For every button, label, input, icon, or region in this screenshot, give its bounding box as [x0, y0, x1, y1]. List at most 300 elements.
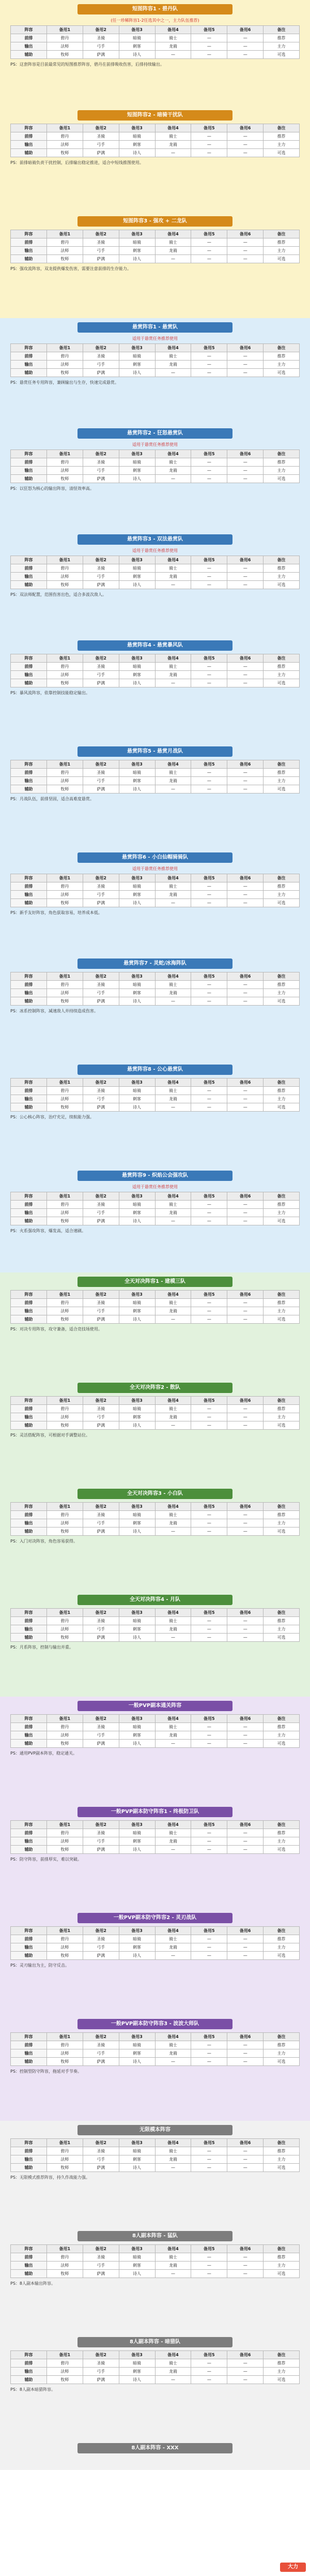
- table-cell: 碧丹: [47, 1299, 83, 1307]
- table-cell: 龙骑: [155, 777, 191, 785]
- section-note-text: PS：对决专用阵容，攻守兼备，适合竞技场使用。: [10, 1327, 102, 1331]
- table-header-cell: 备用1: [47, 2139, 83, 2147]
- table-cell: 暗骑: [119, 1087, 155, 1095]
- table-cell: —: [155, 679, 191, 687]
- table-header-cell: 备用4: [155, 972, 191, 981]
- table-cell: 可选: [264, 2058, 300, 2066]
- table-row: [11, 1299, 300, 1307]
- table-row: [11, 1421, 300, 1430]
- table-header-cell: 备用6: [227, 124, 264, 132]
- table-cell: 前排: [11, 564, 47, 573]
- table-cell: 骑士: [155, 2041, 191, 2049]
- table-row: [11, 1740, 300, 1748]
- table-row: [11, 1935, 300, 1943]
- table-header-cell: 备用6: [227, 1079, 264, 1087]
- table-cell: 推荐: [264, 1829, 300, 1837]
- table-cell: 牧师: [47, 785, 83, 793]
- table-row: [11, 1527, 300, 1536]
- section-note: 适用于悬赏任务推荐使用: [132, 442, 178, 447]
- table-cell: 法师: [47, 42, 83, 51]
- section-title: 一般PVP副本防守阵容2 - 灵刃战队: [78, 1913, 233, 1923]
- table-cell: 主力: [264, 777, 300, 785]
- table-cell: 圣骑: [83, 663, 119, 671]
- table-header-cell: 阵容: [11, 450, 47, 458]
- table-cell: 输出: [11, 1943, 47, 1952]
- table-cell: 可选: [264, 1421, 300, 1430]
- table-cell: 前排: [11, 981, 47, 989]
- table-cell: 诗人: [119, 1527, 155, 1536]
- team-table: [10, 450, 300, 483]
- table-cell: —: [155, 581, 191, 589]
- table-cell: —: [191, 2058, 227, 2066]
- table-row: [11, 2262, 300, 2270]
- table-cell: 前排: [11, 1087, 47, 1095]
- section-note-text: PS：公心核心阵容，治疗充足，续航能力强。: [10, 1115, 94, 1119]
- table-cell: —: [227, 1740, 264, 1748]
- table-header-cell: 备用3: [119, 26, 155, 34]
- table-cell: —: [191, 1846, 227, 1854]
- table-cell: 萨满: [83, 1315, 119, 1324]
- table-header-cell: 备注: [264, 556, 300, 564]
- table-cell: 碧丹: [47, 769, 83, 777]
- section: [0, 0, 310, 106]
- table-cell: 诗人: [119, 1952, 155, 1960]
- table-cell: 可选: [264, 1846, 300, 1854]
- table-cell: —: [227, 2041, 264, 2049]
- table-cell: 圣骑: [83, 1935, 119, 1943]
- table-header-cell: 备用2: [83, 1503, 119, 1511]
- table-header-cell: 阵容: [11, 654, 47, 663]
- table-cell: 刺客: [119, 1209, 155, 1217]
- table-cell: —: [227, 361, 264, 369]
- section-note-text: PS：8人副本输出阵容。: [10, 2281, 55, 2286]
- table-header-cell: 备用4: [155, 1079, 191, 1087]
- table-cell: 输出: [11, 247, 47, 255]
- table-header-cell: 备注: [264, 26, 300, 34]
- table-row: [11, 1846, 300, 1854]
- table-header-cell: 备用1: [47, 1609, 83, 1617]
- table-row: [11, 141, 300, 149]
- table-cell: 碧丹: [47, 238, 83, 247]
- table-cell: —: [191, 1299, 227, 1307]
- table-header-cell: 阵容: [11, 1927, 47, 1935]
- table-cell: 碧丹: [47, 458, 83, 467]
- table-header-cell: 备用5: [191, 1079, 227, 1087]
- table-row: [11, 573, 300, 581]
- table-cell: 诗人: [119, 369, 155, 377]
- table-cell: 辅助: [11, 369, 47, 377]
- table-cell: 暗骑: [119, 1829, 155, 1837]
- table-cell: 龙骑: [155, 2155, 191, 2164]
- table-cell: —: [191, 1103, 227, 1112]
- table-row: [11, 1315, 300, 1324]
- table-cell: —: [227, 989, 264, 997]
- table-cell: 刺客: [119, 1519, 155, 1527]
- table-row: [11, 1405, 300, 1413]
- table-header-cell: 阵容: [11, 556, 47, 564]
- table-row: [11, 1731, 300, 1740]
- table-cell: —: [191, 2155, 227, 2164]
- table-cell: 弓手: [83, 247, 119, 255]
- table-header-cell: 备注: [264, 1821, 300, 1829]
- table-cell: 龙骑: [155, 1731, 191, 1740]
- table-cell: 骑士: [155, 1405, 191, 1413]
- table-cell: 输出: [11, 989, 47, 997]
- team-table: [10, 25, 300, 59]
- table-cell: 龙骑: [155, 671, 191, 679]
- table-cell: 辅助: [11, 149, 47, 157]
- table-cell: 输出: [11, 2368, 47, 2376]
- table-cell: 骑士: [155, 1935, 191, 1943]
- table-header-cell: 阵容: [11, 760, 47, 769]
- table-row: [11, 352, 300, 361]
- table-cell: 牧师: [47, 581, 83, 589]
- section-title: 8人副本阵容 - 猛队: [78, 2231, 233, 2241]
- section-note-text: PS：暴风流阵容，依靠控制技能稳定输出。: [10, 691, 90, 695]
- table-cell: 可选: [264, 2270, 300, 2278]
- table-header-cell: 备用3: [119, 450, 155, 458]
- table-cell: 暗骑: [119, 564, 155, 573]
- table-cell: 龙骑: [155, 2262, 191, 2270]
- table-cell: —: [191, 1723, 227, 1731]
- table-header-cell: 备用5: [191, 1609, 227, 1617]
- table-cell: 暗骑: [119, 663, 155, 671]
- table-cell: 法师: [47, 891, 83, 899]
- table-cell: —: [191, 1617, 227, 1625]
- table-cell: 碧丹: [47, 663, 83, 671]
- table-cell: 骑士: [155, 1511, 191, 1519]
- table-cell: —: [191, 1829, 227, 1837]
- table-header-cell: 备用6: [227, 26, 264, 34]
- section: [0, 2015, 310, 2121]
- table-cell: 骑士: [155, 564, 191, 573]
- table-cell: 骑士: [155, 1617, 191, 1625]
- table-header-cell: 备用5: [191, 654, 227, 663]
- table-cell: 弓手: [83, 1209, 119, 1217]
- table-cell: 辅助: [11, 1740, 47, 1748]
- table-header-cell: 阵容: [11, 344, 47, 352]
- section: [0, 848, 310, 954]
- table-cell: 弓手: [83, 2368, 119, 2376]
- table-header-cell: 备用3: [119, 1397, 155, 1405]
- table-cell: 前排: [11, 2253, 47, 2262]
- table-cell: 辅助: [11, 51, 47, 59]
- table-header-cell: 备用2: [83, 1079, 119, 1087]
- table-cell: 圣骑: [83, 769, 119, 777]
- table-cell: 暗骑: [119, 1723, 155, 1731]
- table-header-cell: 备用3: [119, 344, 155, 352]
- table-cell: —: [227, 1095, 264, 1103]
- table-header-cell: 备用6: [227, 2245, 264, 2253]
- table-cell: 牧师: [47, 1952, 83, 1960]
- brand-logo: 大力: [280, 2563, 306, 2572]
- table-cell: 骑士: [155, 2147, 191, 2155]
- table-cell: 弓手: [83, 467, 119, 475]
- table-cell: 法师: [47, 2155, 83, 2164]
- table-cell: 碧丹: [47, 352, 83, 361]
- table-cell: —: [227, 2253, 264, 2262]
- table-header-cell: 备用6: [227, 1609, 264, 1617]
- table-cell: 输出: [11, 1625, 47, 1634]
- table-header-cell: 备用1: [47, 1397, 83, 1405]
- table-row: [11, 997, 300, 1006]
- table-cell: 前排: [11, 1511, 47, 1519]
- table-cell: 主力: [264, 1307, 300, 1315]
- table-cell: —: [191, 777, 227, 785]
- table-cell: 龙骑: [155, 42, 191, 51]
- table-cell: 暗骑: [119, 1617, 155, 1625]
- table-header-cell: 备用5: [191, 26, 227, 34]
- table-row: [11, 1217, 300, 1225]
- section-title: 悬赏阵容5 - 悬赏月战队: [78, 746, 233, 757]
- table-cell: —: [227, 882, 264, 891]
- table-cell: —: [191, 1731, 227, 1740]
- section-title: 悬赏阵容3 - 双法悬赏队: [78, 534, 233, 545]
- table-header-cell: 备用3: [119, 1821, 155, 1829]
- table-cell: 推荐: [264, 34, 300, 42]
- table-cell: 推荐: [264, 769, 300, 777]
- team-table: [10, 2138, 300, 2172]
- table-cell: 前排: [11, 238, 47, 247]
- table-cell: 弓手: [83, 1413, 119, 1421]
- table-cell: —: [227, 1511, 264, 1519]
- table-cell: —: [227, 51, 264, 59]
- table-cell: 圣骑: [83, 564, 119, 573]
- section: [0, 530, 310, 636]
- table-row: [11, 989, 300, 997]
- table-header-cell: 备用4: [155, 344, 191, 352]
- table-cell: 暗骑: [119, 769, 155, 777]
- section-title: 全天对决阵容3 - 小白队: [78, 1489, 233, 1499]
- table-cell: —: [191, 997, 227, 1006]
- table-header-cell: 备用6: [227, 874, 264, 882]
- table-cell: 前排: [11, 1299, 47, 1307]
- table-header-cell: 阵容: [11, 1503, 47, 1511]
- table-header-cell: 备用1: [47, 1715, 83, 1723]
- table-cell: 龙骑: [155, 1943, 191, 1952]
- table-header-cell: 备用3: [119, 1503, 155, 1511]
- section-title: 悬赏阵容7 - 灵蛇/冰海阵队: [78, 958, 233, 969]
- table-cell: —: [227, 352, 264, 361]
- table-cell: —: [191, 2041, 227, 2049]
- table-cell: 推荐: [264, 1299, 300, 1307]
- table-cell: 暗骑: [119, 132, 155, 141]
- table-cell: 暗骑: [119, 1511, 155, 1519]
- table-cell: 弓手: [83, 671, 119, 679]
- team-table: [10, 654, 300, 687]
- table-cell: 前排: [11, 458, 47, 467]
- table-cell: —: [191, 663, 227, 671]
- table-row: [11, 2058, 300, 2066]
- table-row: [11, 2253, 300, 2262]
- table-cell: —: [191, 2262, 227, 2270]
- section: [0, 1909, 310, 2015]
- table-cell: —: [227, 475, 264, 483]
- table-header-cell: 备用1: [47, 760, 83, 769]
- table-cell: 输出: [11, 1519, 47, 1527]
- table-cell: —: [227, 2164, 264, 2172]
- table-cell: 碧丹: [47, 981, 83, 989]
- section: [0, 742, 310, 848]
- table-header-cell: 阵容: [11, 1609, 47, 1617]
- table-cell: 辅助: [11, 1846, 47, 1854]
- table-cell: —: [191, 671, 227, 679]
- table-cell: 刺客: [119, 247, 155, 255]
- table-row: [11, 475, 300, 483]
- table-cell: 刺客: [119, 1731, 155, 1740]
- table-header-cell: 备注: [264, 450, 300, 458]
- table-cell: —: [155, 899, 191, 907]
- section-note-text: PS：灵活搭配阵容，可根据对手调整站位。: [10, 1433, 90, 1437]
- table-cell: —: [191, 255, 227, 263]
- table-cell: 法师: [47, 467, 83, 475]
- table-cell: 骑士: [155, 1201, 191, 1209]
- section-title: 全天对决阵容1 - 建模三队: [78, 1277, 233, 1287]
- table-header-cell: 备注: [264, 654, 300, 663]
- table-cell: 碧丹: [47, 1617, 83, 1625]
- table-header-cell: 备用5: [191, 124, 227, 132]
- table-header-cell: 备用5: [191, 2139, 227, 2147]
- table-cell: 前排: [11, 1405, 47, 1413]
- table-cell: 法师: [47, 1209, 83, 1217]
- section-title: 一般PVP副本通关阵容: [78, 1701, 233, 1711]
- table-cell: 诗人: [119, 1217, 155, 1225]
- table-cell: —: [227, 1201, 264, 1209]
- table-cell: 碧丹: [47, 2253, 83, 2262]
- table-cell: 输出: [11, 573, 47, 581]
- table-header-cell: 备用1: [47, 344, 83, 352]
- table-cell: 前排: [11, 1935, 47, 1943]
- table-cell: —: [227, 1527, 264, 1536]
- table-cell: —: [155, 369, 191, 377]
- table-cell: 萨满: [83, 149, 119, 157]
- table-row: [11, 1634, 300, 1642]
- table-cell: 弓手: [83, 989, 119, 997]
- table-header-cell: 阵容: [11, 1291, 47, 1299]
- table-cell: 弓手: [83, 42, 119, 51]
- table-cell: 牧师: [47, 679, 83, 687]
- table-header-cell: 备用3: [119, 760, 155, 769]
- section: [0, 2121, 310, 2227]
- table-header-cell: 备用1: [47, 1821, 83, 1829]
- table-cell: 可选: [264, 1103, 300, 1112]
- table-cell: 主力: [264, 1943, 300, 1952]
- table-header-cell: 备用4: [155, 1291, 191, 1299]
- table-cell: —: [191, 2253, 227, 2262]
- table-header-cell: 备用5: [191, 972, 227, 981]
- table-header-cell: 备用5: [191, 2033, 227, 2041]
- table-header-cell: 备用6: [227, 654, 264, 663]
- table-cell: 主力: [264, 1837, 300, 1846]
- table-row: [11, 1943, 300, 1952]
- table-cell: 法师: [47, 247, 83, 255]
- team-table: [10, 972, 300, 1006]
- table-cell: 暗骑: [119, 1405, 155, 1413]
- table-header-cell: 备用5: [191, 874, 227, 882]
- table-header-cell: 备用6: [227, 1397, 264, 1405]
- table-cell: 萨满: [83, 2270, 119, 2278]
- table-header-cell: 备用2: [83, 1192, 119, 1201]
- table-cell: 牧师: [47, 899, 83, 907]
- table-cell: 辅助: [11, 1421, 47, 1430]
- table-header-cell: 备用6: [227, 972, 264, 981]
- table-cell: 前排: [11, 882, 47, 891]
- team-table: [10, 124, 300, 157]
- table-cell: —: [227, 132, 264, 141]
- table-row: [11, 1625, 300, 1634]
- table-cell: 辅助: [11, 679, 47, 687]
- table-cell: 萨满: [83, 51, 119, 59]
- table-cell: 前排: [11, 663, 47, 671]
- table-header-cell: 备用1: [47, 2033, 83, 2041]
- table-header-cell: 备注: [264, 2245, 300, 2253]
- table-header-cell: 备用6: [227, 344, 264, 352]
- table-cell: 圣骑: [83, 882, 119, 891]
- table-cell: —: [227, 981, 264, 989]
- table-cell: 牧师: [47, 1527, 83, 1536]
- table-cell: —: [191, 2376, 227, 2384]
- table-cell: —: [191, 1935, 227, 1943]
- table-cell: —: [191, 1209, 227, 1217]
- section-title: 短图阵容1 - 碧丹队: [78, 4, 233, 14]
- team-table: [10, 2350, 300, 2384]
- table-cell: 弓手: [83, 573, 119, 581]
- table-cell: 牧师: [47, 1421, 83, 1430]
- table-row: [11, 1829, 300, 1837]
- section: [0, 636, 310, 742]
- table-cell: 推荐: [264, 981, 300, 989]
- table-cell: 圣骑: [83, 1617, 119, 1625]
- table-cell: —: [155, 2058, 191, 2066]
- table-cell: 辅助: [11, 581, 47, 589]
- table-cell: 诗人: [119, 1634, 155, 1642]
- table-cell: 弓手: [83, 891, 119, 899]
- section-title: 8人副本阵容 - XXX: [78, 2443, 233, 2453]
- table-cell: 法师: [47, 1731, 83, 1740]
- table-cell: 龙骑: [155, 1837, 191, 1846]
- table-cell: —: [227, 467, 264, 475]
- table-cell: —: [191, 34, 227, 42]
- section-note: 适用于悬赏任务推荐使用: [132, 866, 178, 871]
- table-row: [11, 467, 300, 475]
- table-header-cell: 备用5: [191, 230, 227, 238]
- table-cell: —: [191, 51, 227, 59]
- section-title: 全天对决阵容2 - 散队: [78, 1383, 233, 1393]
- table-cell: 萨满: [83, 1103, 119, 1112]
- table-cell: 主力: [264, 141, 300, 149]
- team-table: [10, 343, 300, 377]
- table-cell: 推荐: [264, 238, 300, 247]
- section-note: 适用于悬赏任务推荐使用: [132, 336, 178, 341]
- table-cell: 圣骑: [83, 1511, 119, 1519]
- table-cell: 前排: [11, 1829, 47, 1837]
- table-cell: 萨满: [83, 255, 119, 263]
- table-cell: 暗骑: [119, 352, 155, 361]
- table-header-cell: 备用5: [191, 2245, 227, 2253]
- section-note-text: PS：入门对决阵容，角色容易获得。: [10, 1539, 78, 1544]
- section-note-text: PS：强攻流阵容，双龙提供爆发伤害，需要注意前排的生存能力。: [10, 266, 131, 271]
- table-cell: —: [227, 1315, 264, 1324]
- table-header-cell: 备用1: [47, 2351, 83, 2359]
- table-cell: 主力: [264, 2262, 300, 2270]
- table-cell: 碧丹: [47, 882, 83, 891]
- table-cell: —: [191, 458, 227, 467]
- table-header-cell: 备用2: [83, 1609, 119, 1617]
- table-cell: 牧师: [47, 255, 83, 263]
- table-cell: 输出: [11, 42, 47, 51]
- table-cell: 主力: [264, 1209, 300, 1217]
- table-cell: 诗人: [119, 2376, 155, 2384]
